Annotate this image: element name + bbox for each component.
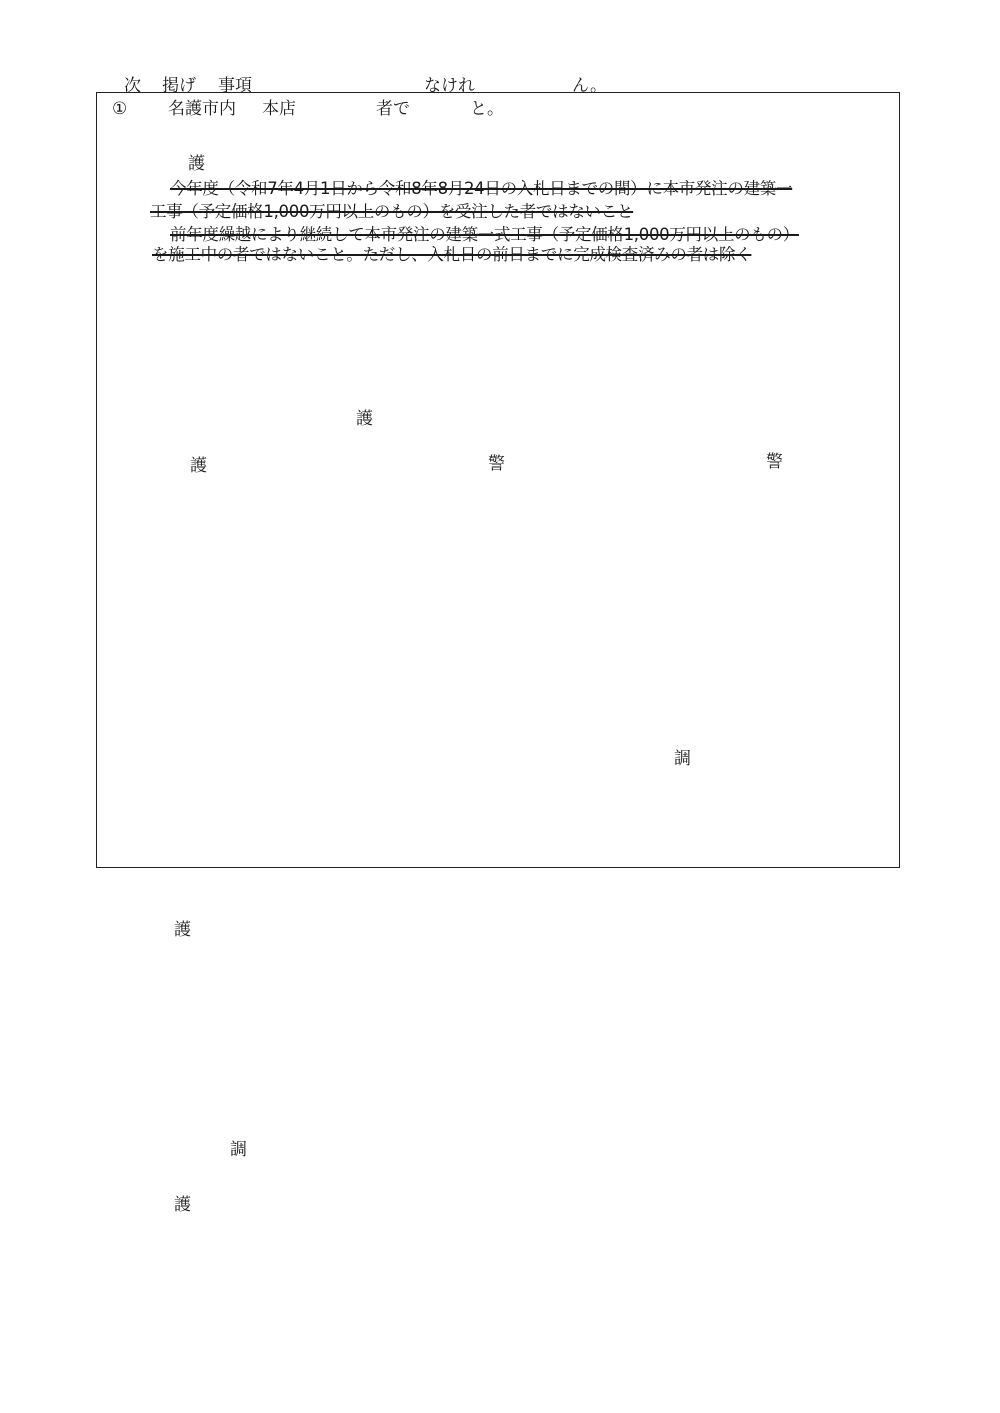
item-1-marker: ① [112,99,128,119]
header-word-1: 次 [124,76,141,96]
mark-g: 護 [174,920,191,940]
strikethrough-line-2: 工事（予定価格1,000万円以上のもの）を受注した者ではないこと [150,202,634,221]
mark-i: 護 [174,1195,191,1215]
mark-h: 調 [230,1140,247,1160]
header-word-4: なけれ [424,76,475,96]
mark-b: 護 [356,409,373,429]
mark-e: 警 [766,452,783,472]
mark-f: 調 [674,749,691,769]
item-1-text-2: 本店 [262,99,296,119]
strikethrough-line-4: を施工中の者ではないこと。ただし、入札日の前日までに完成検査済みの者は除く [152,245,752,264]
item-1-text-4: と。 [470,99,504,119]
header-word-2: 掲げ [162,76,196,96]
header-word-3: 事項 [218,76,252,96]
strikethrough-line-1: 今年度（令和7年4月1日から令和8年8月24日の入札日までの間）に本市発注の建築一 [170,179,793,198]
item-1-text-3: 者で [376,99,410,119]
mark-a: 護 [188,154,205,174]
mark-c: 護 [190,456,207,476]
item-1-text-1: 名護市内 [168,99,236,119]
header-word-5: ん。 [572,76,608,96]
strikethrough-line-3: 前年度繰越により継続して本市発注の建築一式工事（予定価格1,000万円以上のもの） [170,225,799,244]
mark-d: 警 [488,454,505,474]
